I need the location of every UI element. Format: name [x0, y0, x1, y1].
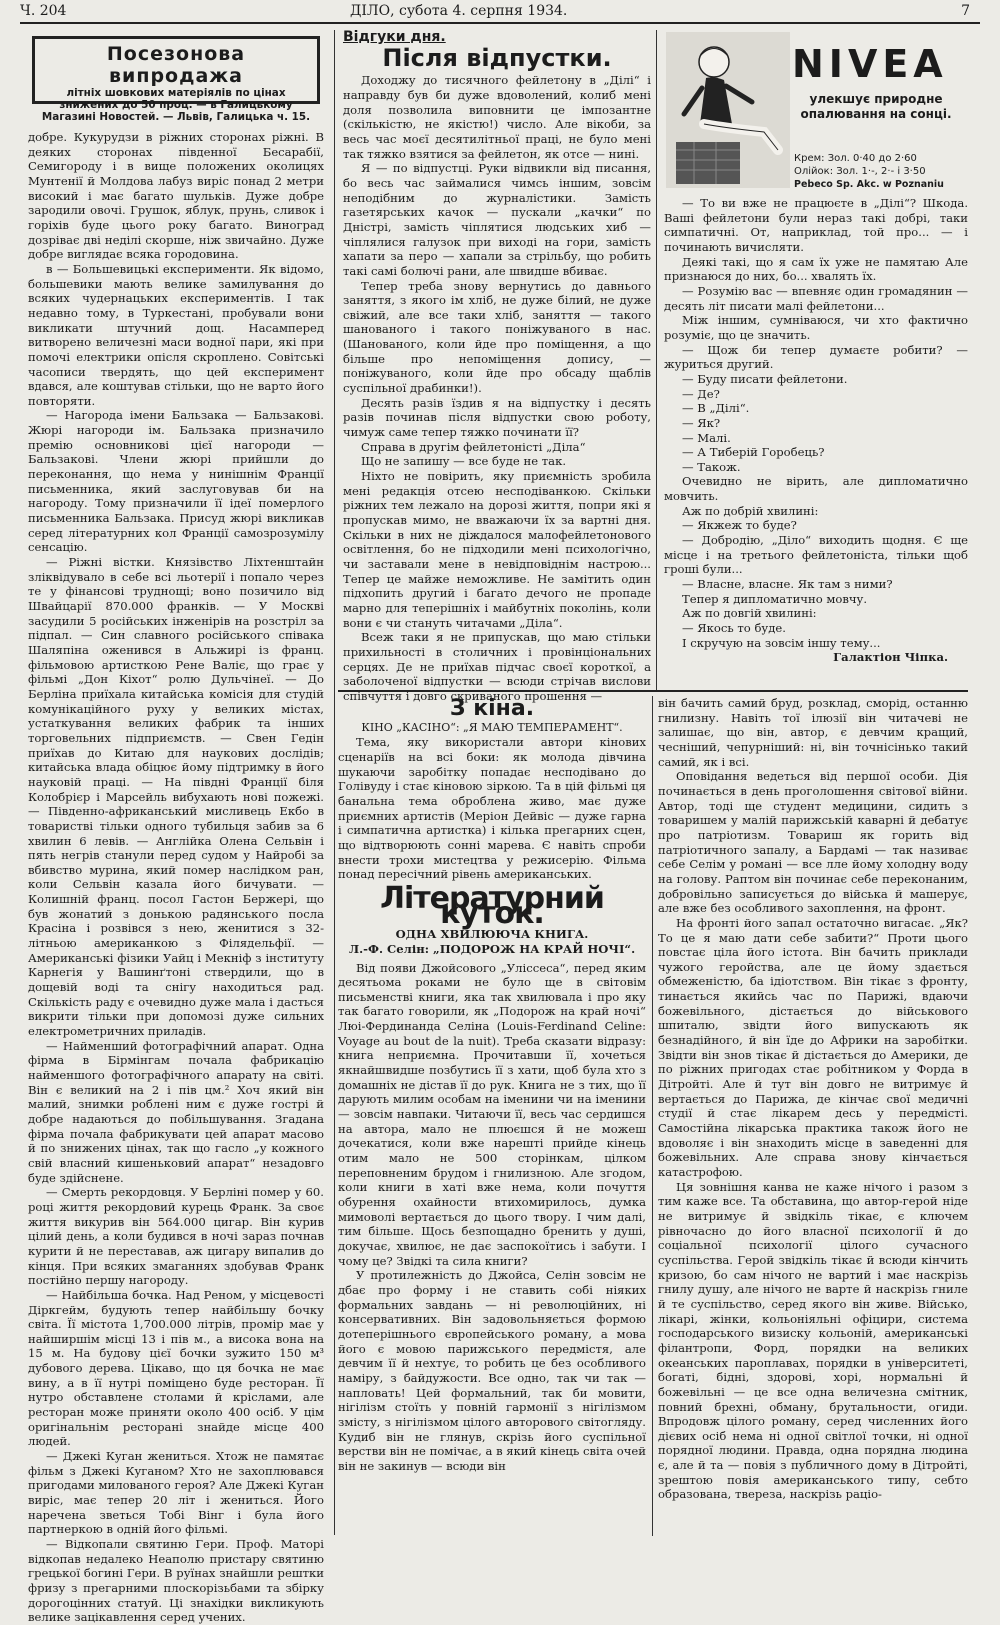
- literary-paragraph: Від появи Джойсового „Улісcеса“, перед яким десятьома роками не було ще в світовім письменстві книги, яка так хвилювала і про яку так багато говорили, як „Подорож на край ночі“ Люі-Фердинанда Селіна (Louis-Ferdinand Celine: Voyage au bout de la nuit). Треба сказати відразу: книга неприємна. Прочитавши її, хочеться якнайшвидше позбутись її з хати, щоб була хто з домашніх не дістав її до рук. Книга не з тих, що її дарують милим особам на іменини чи на іменини — зовсім навпаки. Читаючи її, весь час сердишся на автора, мало не плюєшся й не можеш дочекатися, коли вже нарешті прийде кінець отим мало не 500 сторінкам, цілком переповненим брудом і гнилизною. Але згодом, коли книги в хаті вже нема, коли почуття обурення охайности втихомирилось, думка мимоволі вертається до цього твору. І чим далі, тим більше. Щось безпощадно бренить у душі, докучає, хвилює, не дає заспокоїтись і забути. І чому це? Звідкі та сила книги?: [338, 960, 646, 1268]
- news-item: — Смерть рекордовця. У Берліні помер у 60. році життя рекордовий курець Франк. За своє життя викурив він 564.000 цигар. Він курив цілий день, а коли будився в ночі зараз почнав курити й не переставав, аж цигару випалив до кінця. При всяких змаганнях здобував Франк постійно першу нагороду.: [28, 1185, 324, 1288]
- silk-sale-advertisement: [32, 36, 320, 123]
- feuilleton-paragraph: Тепер треба знову вернутись до давнього заняття, з якого ім хліб, не дуже білий, не дуже свіжий, але все таки хліб, заняття — такого шанованого і такого поніжуваного в нас. (Шанованого, коли йде про поміщення, а що більше про непоміщення допису, — поніжуваного, коли йде про обсаду щаблів суспільної драбинки!).: [343, 278, 651, 396]
- literary-title: Літературний куток.: [380, 880, 604, 931]
- page-number: 7: [961, 3, 970, 19]
- feuilleton-line: Аж по довгій хвилині:: [682, 606, 817, 621]
- cinema-and-literary-column: [338, 696, 646, 1536]
- feuilleton-line: — Малі.: [682, 430, 731, 445]
- feuilleton-line: — В „Ділі“.: [682, 401, 750, 416]
- feuilleton-paragraph: Ніхто не повірить, яку приємність зробила мені редакція отсею несподіванкою. Скільки ріжних тем лежало на дорозі життя, попри які я пропускав мимо, не вважаючи їх за вартні дня. Скільки в них не діждалося малофейлетонового освітлення, бо не підходили мені психологічно, чи заставали мене в невідповіднім настрою... Тепер це майже неможливе. Не замітить один підхопить другий і багато дечого не пропаде марно для теперішніх і майбутніх поколінь, коли вони є чи стануть читачами „Діла“.: [343, 469, 651, 630]
- feuilleton-paragraph: Всеж таки я не припускав, що маю стільки прихильності в столичних і провінціональних серцях. Де не приїхав підчас своєї короткої, а заболоченої відпустки — всюди стрічав вислови співчуття і довго скриваного прошення —: [343, 630, 651, 703]
- literary-paragraph: Ця зовнішня канва не каже нічого і разом з тим каже все. Та обставина, що автор-герой ніде не витримує й звідкіль тікає, є ключем рівночасно до його власної психології й до соціальної психології цілого сучасного суспільства. Герой звідкіль тікає й всюди кінчить кризою, бо сам нічого не вартий і має наскрізь гнилу душу, але нічого не варте й наскрізь гниле й те суспільство, серед якого він живе. Військо, лікарі, жінки, кольоніяльні офіцири, система господарського визиску кольоній, американські філантропи, Форд, порядки на великих океанських пароплавах, порядки в університеті, богаті, бідні, здорові, хорі, нормальні й божевільні — це все одна величезна смітник, повний брехні, обману, брутальности, огиди. Впродовж цілого роману, серед численних його дієвих осіб нема ні одної світлої точки, ні одної порядної людини. Правда, одна порядна людина є, але й та — повія з публичного дому в Дітройті, зрештою повія американського типу, себто образована, твереза, наскрізь раціо-: [658, 1179, 968, 1502]
- feuilleton-line: — А Тиберій Горобець?: [682, 445, 825, 460]
- feuilleton-line: — Де?: [682, 386, 720, 401]
- nivea-firm: Pebeco Sp. Akc. w Poznaniu: [794, 179, 944, 190]
- feuilleton-line: — Як?: [682, 415, 721, 430]
- news-item: — Найбільша бочка. Над Реном, у місцевості Діркгейм, будують тепер найбільшу бочку світа. Її містота 1,700.000 літрів, промір має у найширшім місці 13 і пів м., а висока вона на 15 м. На будову цієї бочки зужито 150 м³ дубового дерева. Цікаво, що ця бочка не має вину, а в її нутрі поміщено буде ресторан. Її нутро обставлене столами й кріслами, але ресторан може приняти около 400 осіб. У цім оригінальнім ресторані знайде місце 400 людей.: [28, 1287, 324, 1449]
- feuilleton-line: — Буду писати фейлетони.: [682, 371, 848, 386]
- feuilleton-line: — То ви вже не працюєте в „Ділі“? Шкода. Ваші фейлетони були нераз такі добрі, таки симпатичні. От, наприклад, той про... — і починають вичисляти.: [664, 196, 968, 254]
- feuilleton-paragraph: Десять разів їздив я на відпустку і десять разів починав після відпустки свою роботу, чимуж саме тепер тяжко починати її?: [343, 395, 651, 440]
- book-title: Л.-Ф. Селін: „ПОДОРОЖ НА КРАЙ НОЧІ“.: [348, 941, 636, 956]
- nivea-prices: [794, 152, 964, 191]
- column-divider: [656, 30, 657, 690]
- feuilleton-paragraph: Що не запишу — все буде не так.: [361, 454, 567, 469]
- masthead-date: ДІЛО, субота 4. серпня 1934.: [350, 3, 568, 19]
- literary-paragraph: він бачить самий бруд, розклад, сморід, останню гнилизну. Навіть тої ілюзії він читачеві не залишає, що він, автор, є девчим кращий, чесніший, чепурніший: ні, він точнісінько такий самий, як і всі.: [658, 696, 968, 769]
- feuilleton-line: — Щож би тепер думаєте робити? — журиться другий.: [664, 342, 968, 372]
- feuilleton-line: — Добродію, „Діло“ виходить щодня. Є ще місце і на третього фейлетоніста, тільки щоб гроші були...: [664, 533, 968, 577]
- feuilleton-column: [343, 29, 651, 703]
- sunbathing-woman-illustration: [666, 32, 790, 188]
- news-item: — Найменший фотографічний апарат. Одна фірма в Бірмінгам почала фабрикацію найменшого фотографічного апарату на світі. Він є великий на 2 і пів цм.² Хоч який він малий, знимки роблені ним є дуже гострі й добре надаються до побільшування. Згадана фірма почала фабрикувати цей апарат масово й по знижених цінах, так що гасло „у кожного свій власний кишеньковий апарат“ незадовго буде здійснене.: [28, 1038, 324, 1185]
- feuilleton-line: І скручую на зовсім іншу тему...: [682, 635, 881, 650]
- feuilleton-paragraph: Справа в другім фейлетоністі „Діла“: [361, 439, 586, 454]
- literary-paragraph: Оповідання ведеться від першої особи. Дія починається в день проголошення світової війни. Автор, тоді ще студент медицини, сидить з товаришем у малій парижській каварні й дебатує про патріотизм. Товариш як горить від патріотичного запалу, а Бардамі — так називає себе Селім у романі — все лле йому холодну воду на голову. Раптом він починає себе переконаним, добровільно записується до війська й машерує, але вже без особливого захоплення, на фронт.: [658, 769, 968, 916]
- feuilleton-paragraph: Доходжу до тисячного фейлетону в „Ділі“ і направду був би дуже вдоволений, колиб мені доля позволила виповнити це імпозантне (скількістю, не якістю!) число. Але вікоби, за весь час моєї десятилітньої праці, не було мені так тяжко взятися за фейлетон, як отсе — нині.: [343, 73, 651, 161]
- literary-paragraph: У протилежність до Джойса, Селін зовсім не дбає про форму і не ставить собі ніяких формальних завдань — ні революційних, ні консервативних. Він задовольняється формою дотеперішнього європейського роману, а мова його є мовою парижського передмістя, але девчим її й нехтує, то робить це без особливого наміру, з байдужости. Все одно, так чи так — напловать! Цей формальний, так би мовити, нігілізм стоїть у повній гармонії з нігілізмом змісту, з нігілізмом цілого авторового світогляду. Кудиб він не глянув, скрізь його суспільної верстви він не помічає, а в який кінець світа очей він не закинув — всюди він: [338, 1268, 646, 1473]
- cinema-review: Тема, яку використали автори кінових сценаріїв на всі боки: як молода дівчина шукаючи заробітку попадає несподівано до Голівуду і стає кіновою зіркою. Та в цій фільмі ця банальна тема оброблена живо, має дуже приємних артистів (Меріон Дейвіс — дуже гарна і симпатична артистка) і кілька прегарних сцен, що відтворюють сонні марева. Є навіть спроби внести трохи мистецтва у режисерію. Фільма понад пересічний рівень американських.: [338, 735, 646, 882]
- news-item: — Джекі Куган жениться. Хтож не памятає фільм з Джекі Куганом? Хто не захоплювався пригодами милованого героя? Але Джекі Куган виріс, має тепер 20 літ і жениться. Його наречена зветься Тобі Вінг і була його партнеркою в одній його фільмі.: [28, 1449, 324, 1537]
- news-item: — Нагорода імени Бальзака — Бальзакові. Жюрі нагороди ім. Бальзака призначило премію основникові цієї нагороди — Бальзакові. Члени жюрі прийшли до переконання, що нема у нинішнім Франції письменника, який заслуговував би на нагороду. Тому призначили її ідеї померлого письменника Бальзака. Присуд жюрі викликав серед літературних кол Франції самозрозумілу сенсацію.: [28, 408, 324, 555]
- ad-title: Посезонова випродажа: [106, 43, 246, 87]
- cream-price: Крем: Зол. 0·40 до 2·60: [794, 153, 917, 164]
- feuilleton-line: Очевидно не вірить, але дипломатично мовчить.: [664, 474, 968, 504]
- cinema-title: З кіна.: [449, 696, 535, 721]
- page-header: [20, 0, 980, 24]
- feuilleton-line: — Якжеж то буде?: [682, 518, 797, 533]
- oil-price: Олійок: Зол. 1·-, 2·- і 3·50: [794, 166, 926, 177]
- news-column: [28, 130, 324, 1625]
- feuilleton-line: Тепер я дипломатично мовчу.: [682, 591, 868, 606]
- issue-number: Ч. 204: [20, 3, 67, 19]
- literary-paragraph: На фронті його запал остаточно вигасає. „Як? То це я маю дати себе забити?“ Проти цього повстає ціла його істота. Він бачить приклади чужого геройства, але це йому здається обмеженістю, ба ідіотством. Він тікає з фронту, тинається якийсь час по Парижі, вдаючи божевільного, дістається до військового шпиталю, звідти його випускають як безнадійного, й він їде до Африки на заробітки. Звідти він знов тікає й дістається до Америки, де по ріжних пригодах стає робітником у Форда в Дітройті. Але й тут він довго не витримує й вертається до Парижа, де кінчає свої медичні студії й стає лікарем десь у передмісті. Самостійна лікарська практика також його не вдоволяє і він знаходить місце в заведенні для божевільних. Але справа знову кінчається катастрофою.: [658, 915, 968, 1179]
- news-item: — Ріжні вістки. Князівство Ліхтенштайн зліквідувало в себе всі льотерії і попало через те у фінансові труднощі; воно позичило від Швайцарії 870.000 франків. — У Москві засудили 5 російських інженірів на розстріл за підпал. — Син славного російського співака Шаляпіна оженився в Альжирі із франц. фільмовою артисткою Рене Валіє, що грає у фільмі „Дон Кіхот“ ролю Дульчінеї. — До Берліна приїхала китайська комісія для студій комунікаційного руху у великих містах, устаткування великих фабрик та інших торговельних підприємств. — Свен Гедін приїхав до Китаю для наукових дослідів; китайська влада обіцює йому підтримку в його науковій праці. — На півдні Франції біля Колобрієр і Марсейль вибухають нові пожежі. — Південно-африканський мисливець Екбо в товаристві тільки одного тубильця забив за 6 хвилин 6 левів. — Англійка Олена Сельвін і пять негрів станули перед судом у Найробі за вбивство мурина, який помер наслідком ран, коли Сельвін казала його бичувати. — Колишній франц. посол Гастон Бержері, що був жонатий з донькою радянського посла Красіна і розвівся з нею, женитися з 32-літньою американкою з Філядельфії. — Американські фізики Уайц і Мекніф з інституту Карнегія у Вашинґтоні ствердили, що в дощевій воді та снігу находиться рад. Скількість раду є очевидно дуже мала і дасться викрити тільки при допомозі дуже сильних електрометричних приладів.: [28, 555, 324, 1039]
- feuilleton-line: Деякі такі, що я сам їх уже не памятаю Але признаюся до них, бо... хвалять їх.: [664, 254, 968, 284]
- feuilleton-line: — Також.: [682, 459, 741, 474]
- literary-continuation: [658, 696, 968, 1536]
- feuilleton-continuation: [664, 196, 968, 686]
- feuilleton-line: — Розумію вас — впевняє один громадянин — десять літ писати малі фейлетони...: [664, 283, 968, 313]
- literary-subtitle: ОДНА ХВИЛЮЮЧА КНИГА.: [395, 927, 589, 942]
- feuilleton-title: Після відпустки.: [382, 43, 612, 72]
- feuilleton-paragraph: Я — по відпустці. Руки відвикли від писання, бо весь час займалися чимсь іншим, зовсім неподібним до журналістики. Замість газетярських качок — пускали „качки“ по Дністрі, замість чіплятися людських хиб — чіплялися галузок при виході на гори, замість хапати за перо — хапали за стрільбу, що робить такі самі болючі рани, але швидше вбиває.: [343, 161, 651, 278]
- feuilleton-signature: Галактіон Чіпка.: [833, 650, 948, 665]
- rubric-label: Відгуки дня.: [343, 29, 446, 45]
- nivea-logo: NIVEA: [792, 42, 948, 86]
- feuilleton-line: — Якось то буде.: [682, 621, 786, 636]
- feuilleton-line: Між іншим, сумніваюся, чи хто фактично розуміє, що це значить.: [664, 313, 968, 342]
- nivea-tagline: улекшує природне опалювання на сонці.: [800, 92, 952, 121]
- column-divider: [334, 30, 335, 1535]
- ad-text: літніх шовкових матеріялів по цінах знижених до 50 проц. — в Галицькому Магазині Новостей. — Львів, Галицька ч. 15.: [41, 87, 311, 123]
- news-paragraph: добре. Кукурудзи в ріжних сторонах ріжні. В деяких сторонах південної Бесарабії, Семигороду і в вище положених околицях Мунтенії й Молдова лабуз виріс понад 2 метри високий і має багато шульків. Дуже добре зародили овочі. Грушок, яблук, прунь, сливок і горіхів буде цього року багато. Виноград дозріває дві неділі скорше, ніж звичайно. Дуже добре виглядає всяка городовина.: [28, 130, 324, 262]
- column-divider: [652, 696, 653, 1536]
- cinema-subtitle: КІНО „КАСІНО“: „Я МАЮ ТЕМПЕРАМЕНТ“.: [361, 720, 623, 734]
- feuilleton-line: Аж по добрій хвилині:: [682, 503, 819, 518]
- nivea-advertisement: [664, 30, 968, 190]
- news-item: в — Большевицькі експерименти. Як відомо, большевики мають велике замилування до всяких чудернацьких експериментів. І так недавно тому, в Туркестані, пробували вони викликати штучний дощ. Насамперед витворено величезні маси водної пари, які при помочі електрики опісля скроплено. Совітські часописи твердять, що цей експеримент вдався, але коштував стільки, що не варто його повторяти.: [28, 261, 324, 408]
- news-item: — Відкопали святиню Гери. Проф. Маторі відкопав недалеко Неаполю пристару святиню грецької богині Гери. В руїнах знайшли рештки фризу з прегарними плоскорізьбами та збірку дорогоцінних статуй. Ці знахідки викликують велике зацікавлення серед учених.: [28, 1537, 324, 1625]
- feuilleton-line: — Власне, власне. Як там з ними?: [682, 577, 893, 592]
